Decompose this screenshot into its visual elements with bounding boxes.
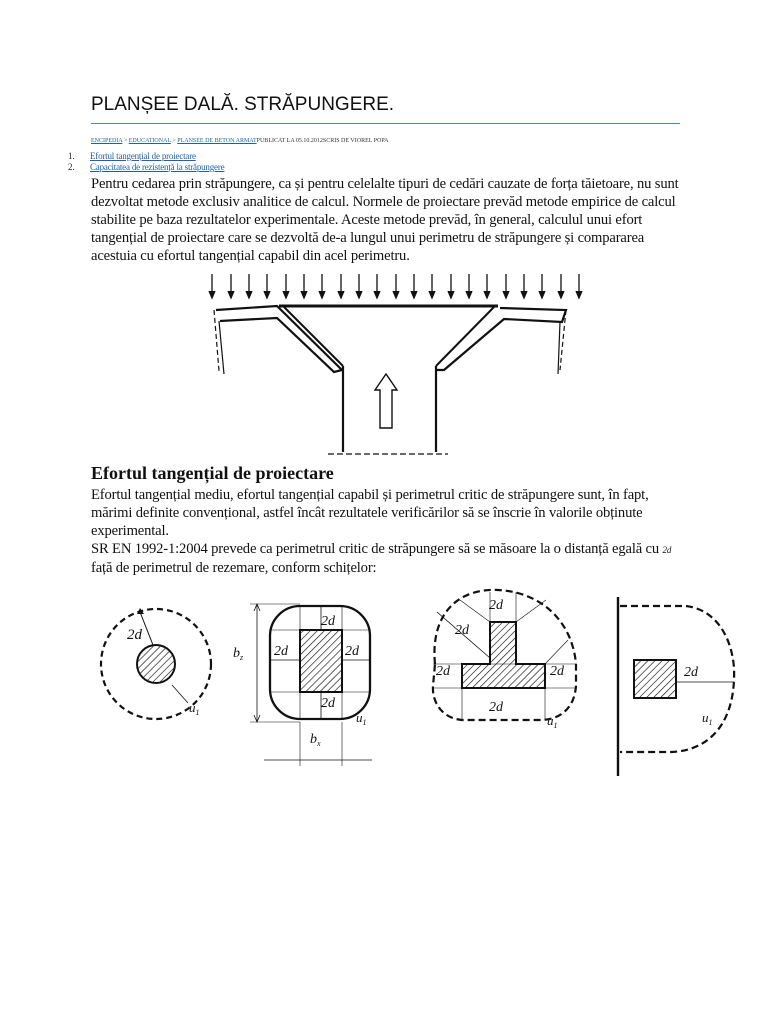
toc-number: 2. [68,162,75,172]
toc-link[interactable]: Capacitatea de rezistență la străpungere [90,162,225,172]
breadcrumb-separator: > [170,138,178,144]
norm-text: SR EN 1992-1:2004 prevede ca perimetrul critic de străpungere să se măsoare la o distanță egală cu [91,541,663,557]
two-d-symbol: 2d [662,545,672,555]
b-symbol: b [233,646,240,661]
u-subscript: 1 [195,708,200,717]
label-u1 [547,713,558,730]
label-2d: 2d [436,664,450,679]
bx-subscript: x [317,739,321,748]
label-u1 [356,710,367,727]
post-meta: PUBLICAT LA 05.10.2012SCRIS DE VIOREL POPA [256,138,389,144]
critical-perimeter-circular-column [101,608,211,719]
u-symbol: u [547,713,554,728]
punching-shear-diagram [209,274,582,454]
u-subscript: 1 [553,721,558,730]
page-title: PLANȘEE DALĂ. STRĂPUNGERE. [91,94,395,115]
critical-perimeter-t-column [433,590,576,720]
breadcrumb-link-educational[interactable]: EDUCATIONAL [128,138,171,144]
label-2d: 2d [321,614,335,629]
norm-text: față de perimetrul de rezemare, conform schițelor: [91,560,377,576]
critical-perimeter-edge-column [618,597,734,776]
label-u1 [702,710,713,727]
label-u1 [189,700,200,717]
u-symbol: u [189,700,196,715]
toc-link[interactable]: Efortul tangențial de proiectare [90,151,196,161]
label-2d: 2d [127,627,142,643]
section-paragraph: Efortul tangențial mediu, efortul tangențial capabil și perimetrul critic de străpungere sunt, în fapt, mărimi definite convențional, astfel încât rezultatele verificărilor să se înscrie în valorile obținute experimental. [91,487,649,539]
label-2d: 2d [345,644,359,659]
toc-number: 1. [68,151,75,161]
slab-and-punching-cone [214,306,566,454]
label-2d: 2d [489,598,503,613]
u-symbol: u [702,710,709,725]
breadcrumb-link-category[interactable]: PLANSEE DE BETON ARMAT [177,138,257,144]
label-bz [233,646,244,662]
distributed-load-arrows [209,274,582,298]
label-bx [310,732,321,748]
intro-paragraph: Pentru cedarea prin străpungere, ca și pentru celelalte tipuri de cedări cauzate de forța tăietoare, nu sunt dezvoltat metode exclusiv analitice de calcul. Normele de proiectare prevăd metode empirice de calcul stabilite pe baza rezultatelor experimentale. Aceste metode prevăd, în general, calculul unui efort tangențial de proiectare care se dezvoltă de-a lungul unui perimetru de străpungere și compararea acestuia cu efortul tangențial capabil din acel perimetru. [91,176,679,264]
u-subscript: 1 [362,718,367,727]
u-symbol: u [356,710,363,725]
label-2d: 2d [550,664,564,679]
label-2d: 2d [489,700,503,715]
section-heading: Efortul tangențial de proiectare [91,463,334,483]
label-2d: 2d [274,644,288,659]
bz-subscript: z [240,653,244,662]
label-2d: 2d [321,696,335,711]
u-subscript: 1 [708,718,713,727]
breadcrumb-separator: > [122,138,129,144]
b-symbol: b [310,732,317,747]
label-2d: 2d [684,665,698,680]
breadcrumb-link-encipedia[interactable]: ENCIPEDIA [91,138,123,144]
label-2d: 2d [455,623,469,638]
